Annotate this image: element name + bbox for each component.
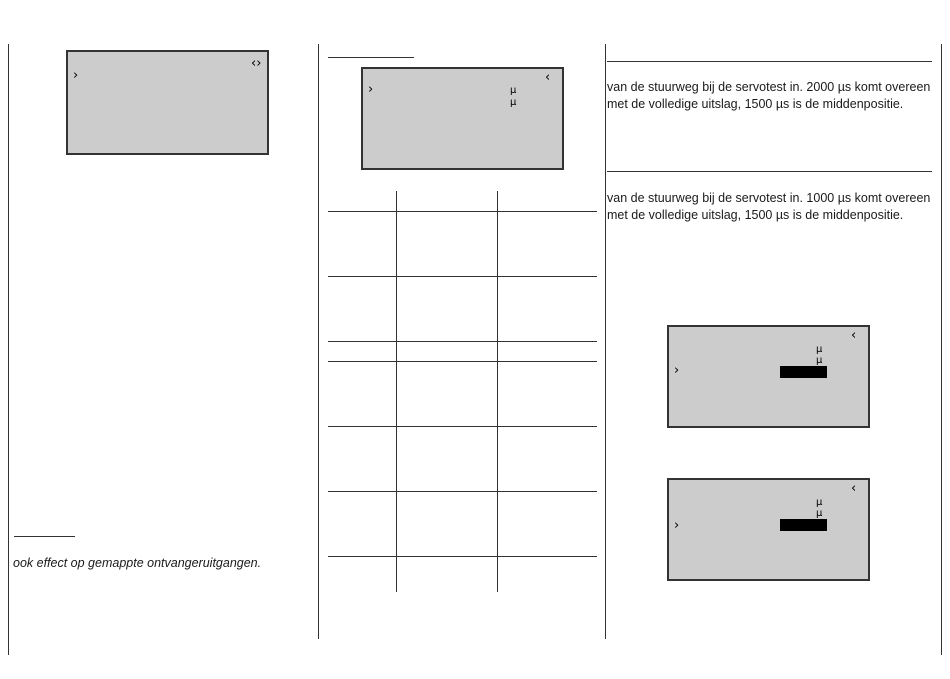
table-col-divider bbox=[497, 191, 498, 592]
table-row-divider bbox=[328, 276, 597, 277]
display-screen-right-1 bbox=[667, 325, 870, 428]
table-row-divider bbox=[328, 426, 597, 427]
unit-micro-label: µ bbox=[510, 85, 517, 96]
table-row-divider bbox=[328, 211, 597, 212]
back-arrow-icon: ‹ bbox=[545, 70, 551, 85]
paragraph-line: met de volledige uitslag, 1500 µs is de middenpositie. bbox=[607, 208, 904, 222]
unit-micro-label: µ bbox=[816, 344, 823, 355]
table-col-divider bbox=[396, 191, 397, 592]
section-rule-left bbox=[14, 536, 75, 537]
highlighted-value-field bbox=[780, 366, 827, 378]
back-arrow-icon: ‹ bbox=[851, 481, 857, 496]
select-arrow-icon: › bbox=[368, 82, 374, 97]
back-arrow-icon: ‹ bbox=[851, 328, 857, 343]
display-screen-left bbox=[66, 50, 269, 155]
select-arrow-icon: › bbox=[73, 68, 79, 83]
unit-micro-label: µ bbox=[510, 97, 517, 108]
unit-micro-label: µ bbox=[816, 355, 823, 366]
select-arrow-icon: › bbox=[674, 518, 680, 533]
italic-note: ook effect op gemappte ontvangeruitgangen. bbox=[13, 556, 262, 570]
nav-arrows-icon: ‹› bbox=[251, 56, 262, 71]
display-screen-middle bbox=[361, 67, 564, 170]
column-divider-left bbox=[8, 44, 9, 655]
table-row-divider bbox=[328, 491, 597, 492]
column-divider-middle bbox=[318, 44, 319, 639]
unit-micro-label: µ bbox=[816, 508, 823, 519]
unit-micro-label: µ bbox=[816, 497, 823, 508]
column-divider-right bbox=[605, 44, 606, 639]
display-screen-right-2 bbox=[667, 478, 870, 581]
paragraph-line: van de stuurweg bij de servotest in. 2000 µs komt overeen bbox=[607, 80, 931, 94]
table-row-divider bbox=[328, 556, 597, 557]
paragraph-line: van de stuurweg bij de servotest in. 1000 µs komt overeen bbox=[607, 191, 931, 205]
table-row-divider bbox=[328, 341, 597, 342]
select-arrow-icon: › bbox=[674, 363, 680, 378]
page-edge-right bbox=[941, 44, 942, 655]
section-rule-right-1 bbox=[607, 61, 932, 62]
paragraph-line: met de volledige uitslag, 1500 µs is de middenpositie. bbox=[607, 97, 904, 111]
section-rule-middle bbox=[328, 57, 414, 58]
highlighted-value-field bbox=[780, 519, 827, 531]
table-row-divider bbox=[328, 361, 597, 362]
section-rule-right-2 bbox=[607, 171, 932, 172]
